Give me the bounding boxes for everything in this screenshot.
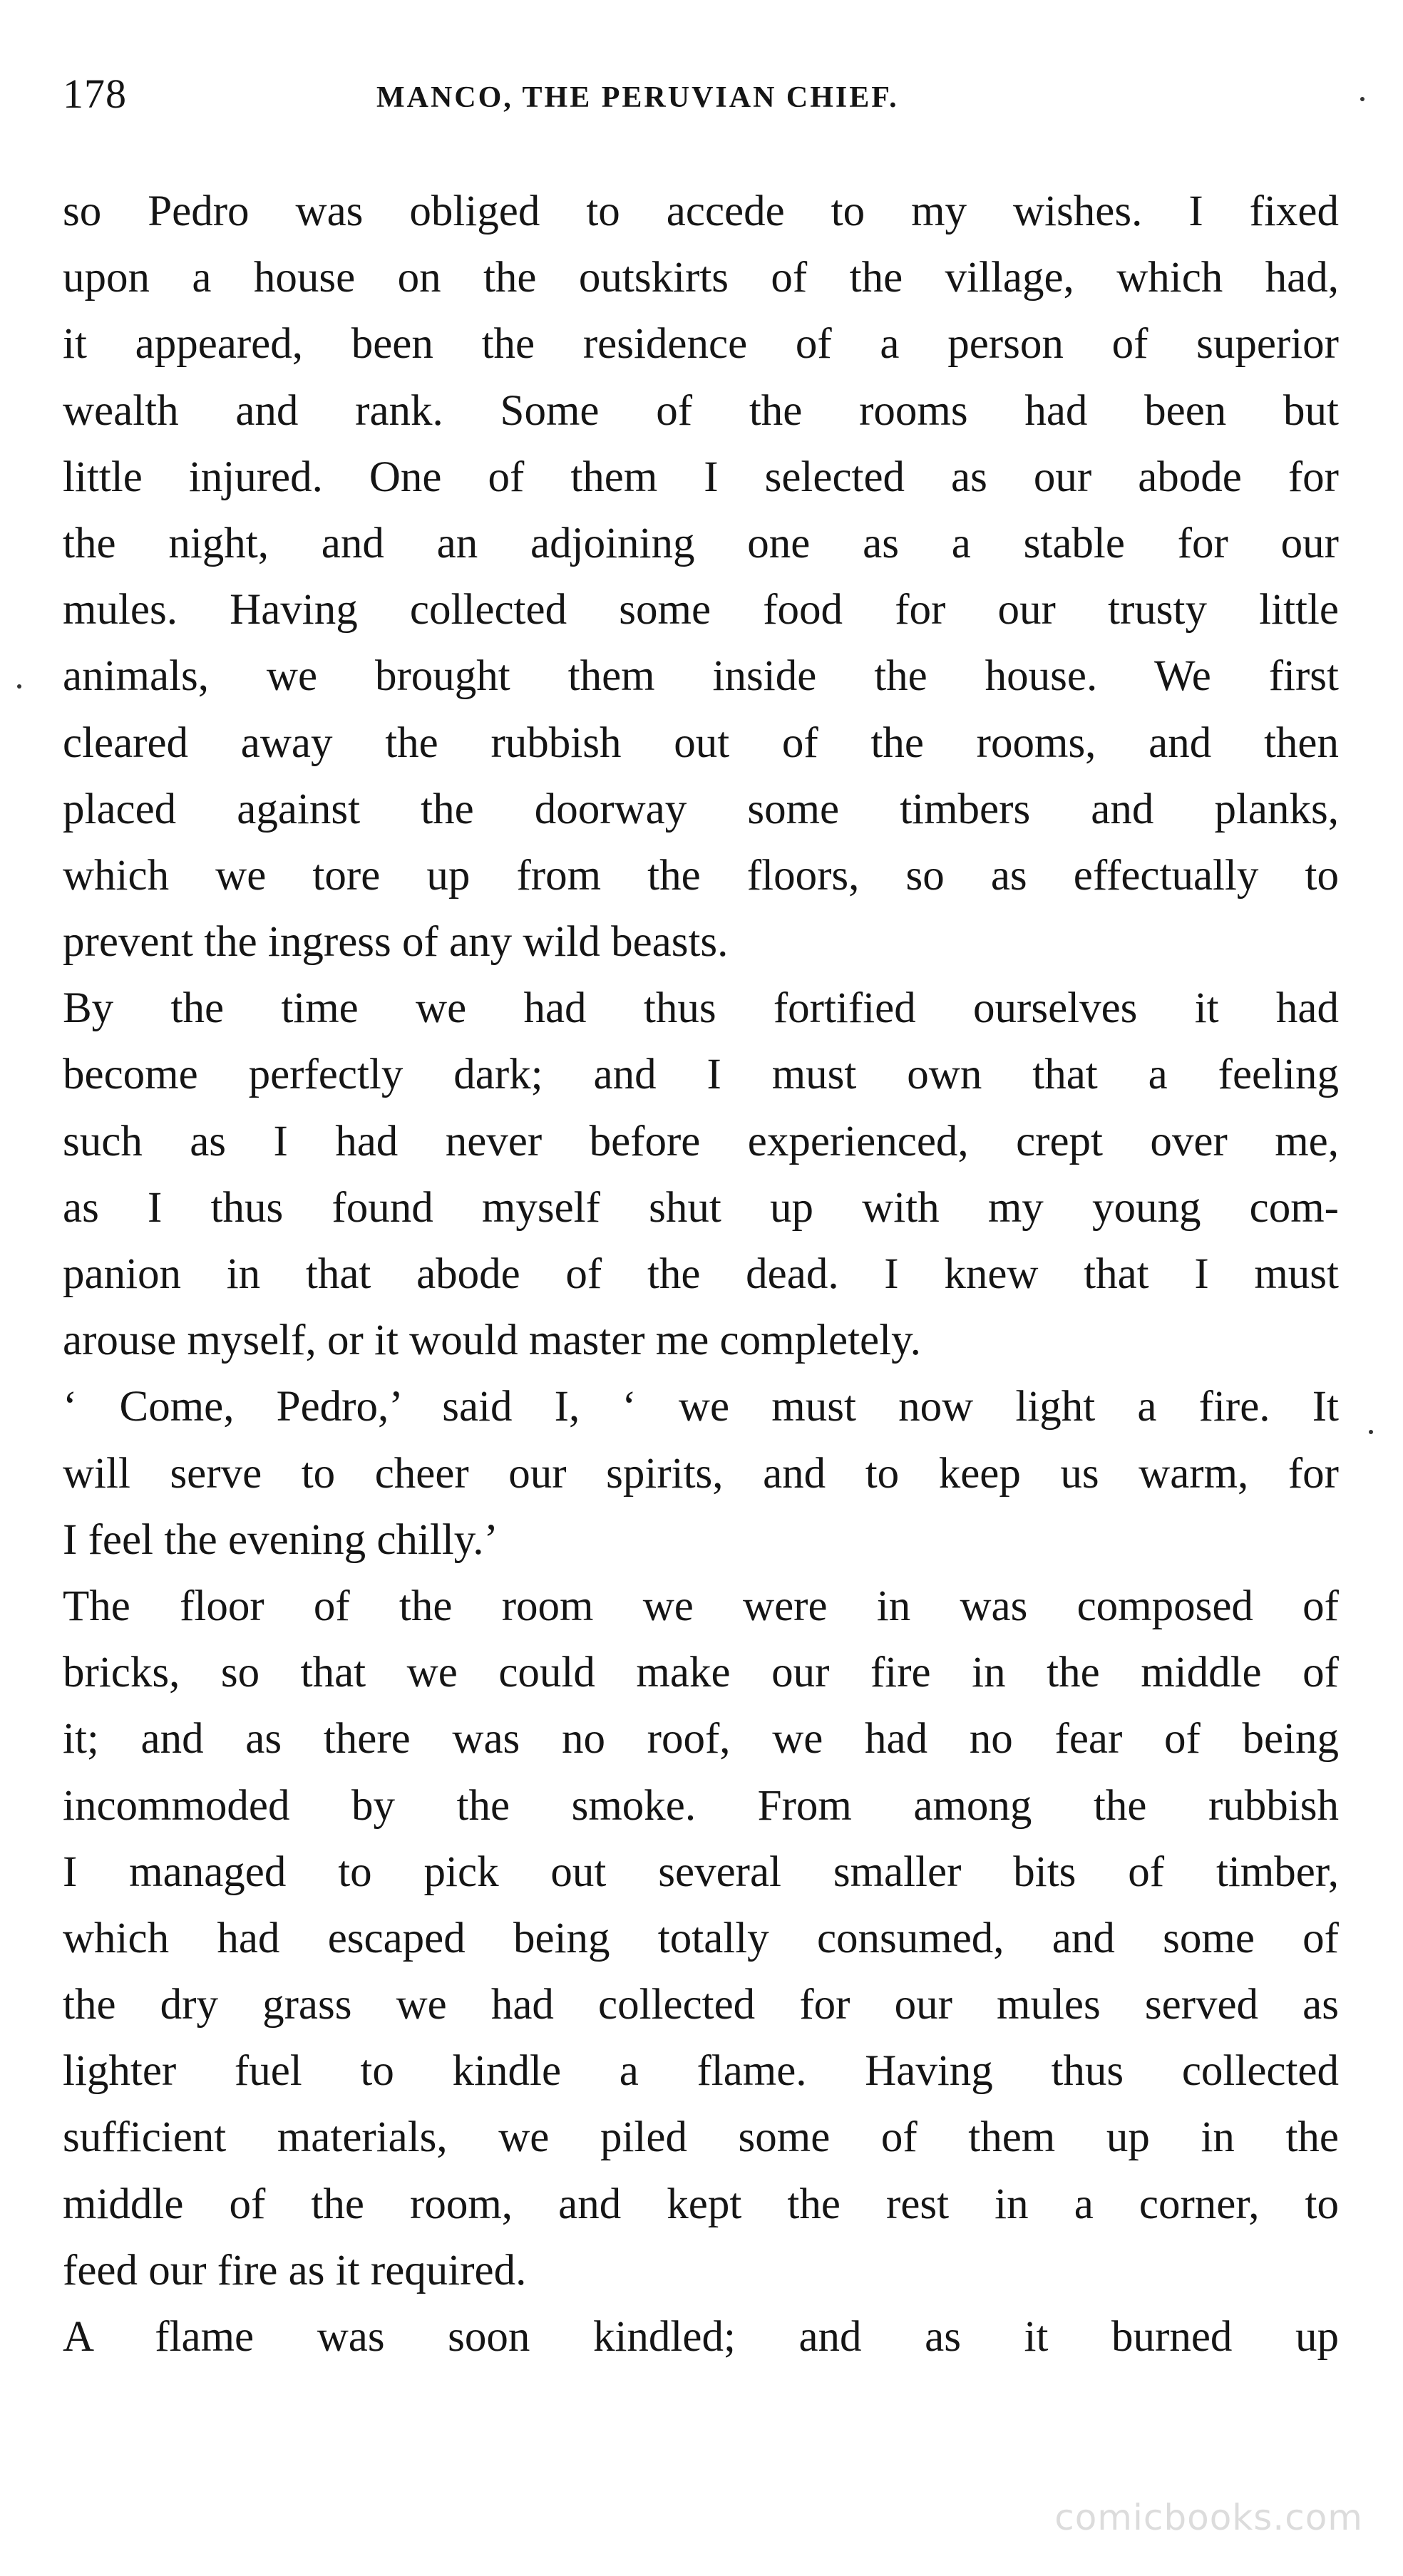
text-line: little injured. One of them I selected as our abode for <box>63 453 1339 501</box>
text-line: sufficient materials, we piled some of them up in the <box>63 2113 1339 2162</box>
text-line: the night, and an adjoining one as a stable for our <box>63 519 1339 567</box>
text-line: prevent the ingress of any wild beasts. <box>63 918 729 967</box>
text-line: lighter fuel to kindle a flame. Having thus collected <box>63 2047 1339 2096</box>
body-text <box>63 178 1339 2370</box>
text-line: which we tore up from the floors, so as effectually to <box>63 851 1339 900</box>
site-watermark: comicbooks.com <box>1054 2497 1363 2538</box>
text-line: the dry grass we had collected for our mules served as <box>63 1981 1339 2029</box>
text-line: I managed to pick out several smaller bits of timber, <box>63 1848 1339 1896</box>
text-line: will serve to cheer our spirits, and to keep us warm, for <box>63 1449 1339 1498</box>
text-line: become perfectly dark; and I must own that a feeling <box>63 1051 1339 1099</box>
print-speck <box>1369 1430 1373 1434</box>
text-line: mules. Having collected some food for our trusty little <box>63 586 1339 634</box>
text-line: cleared away the rubbish out of the rooms, and then <box>63 718 1339 767</box>
text-line: bricks, so that we could make our fire in the middle of <box>63 1649 1339 1697</box>
text-line: such as I had never before experienced, crept over me, <box>63 1117 1339 1165</box>
text-line: it appeared, been the residence of a person of superior <box>63 320 1339 369</box>
text-line: wealth and rank. Some of the rooms had been but <box>63 386 1339 435</box>
text-line: it; and as there was no roof, we had no fear of being <box>63 1715 1339 1763</box>
text-line: upon a house on the outskirts of the village, which had, <box>63 254 1339 302</box>
text-line: By the time we had thus fortified ourselves it had <box>63 984 1339 1033</box>
text-line: incommoded by the smoke. From among the rubbish <box>63 1781 1339 1830</box>
text-line: as I thus found myself shut up with my young com- <box>63 1183 1339 1232</box>
text-line: placed against the doorway some timbers and planks, <box>63 785 1339 833</box>
text-line: middle of the room, and kept the rest in a corner, to <box>63 2180 1339 2228</box>
print-speck <box>1360 97 1365 101</box>
page-number: 178 <box>63 71 127 117</box>
text-line: ‘ Come, Pedro,’ said I, ‘ we must now light a fire. It <box>63 1383 1339 1431</box>
text-line: feed our fire as it required. <box>63 2246 527 2294</box>
text-line: panion in that abode of the dead. I knew that I must <box>63 1250 1339 1298</box>
text-line: The floor of the room we were in was composed of <box>63 1582 1339 1630</box>
text-line: A flame was soon kindled; and as it burned up <box>63 2313 1339 2361</box>
text-line: I feel the evening chilly.’ <box>63 1515 498 1564</box>
text-line: animals, we brought them inside the house. We first <box>63 652 1339 701</box>
page-header <box>63 66 1339 130</box>
text-line: which had escaped being totally consumed, and some of <box>63 1914 1339 1962</box>
print-speck <box>17 684 21 689</box>
text-line: so Pedro was obliged to accede to my wishes. I fixed <box>63 187 1339 235</box>
running-head: MANCO, THE PERUVIAN CHIEF. <box>376 81 899 114</box>
text-line: arouse myself, or it would master me completely. <box>63 1317 921 1365</box>
